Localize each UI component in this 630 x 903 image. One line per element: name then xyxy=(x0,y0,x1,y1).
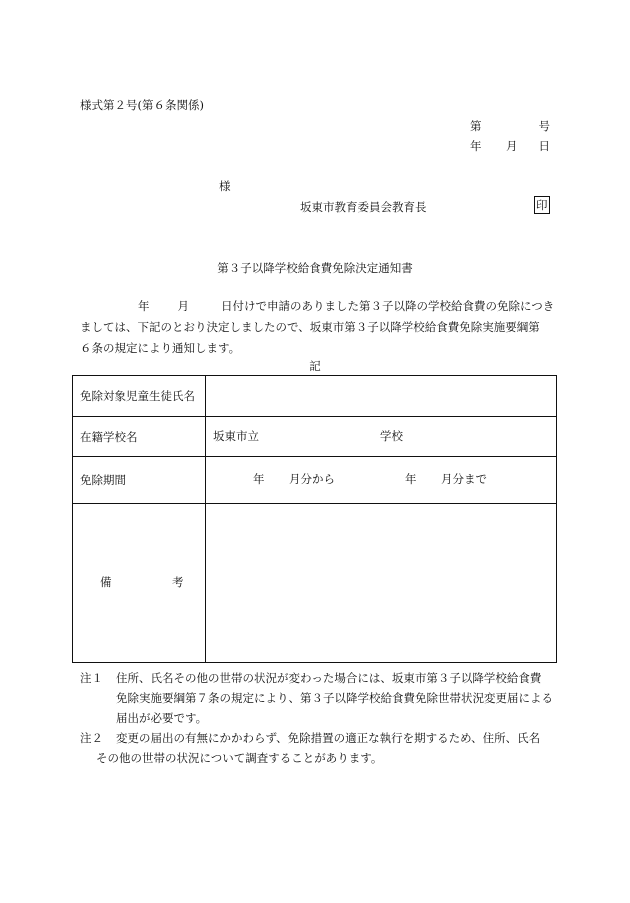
notice-body xyxy=(80,296,560,359)
form-number-label: 様式第２号(第６条関係) xyxy=(80,98,204,112)
body-line-3: ６条の規定により通知します。 xyxy=(80,341,241,355)
school-prefix: 坂東市立 xyxy=(213,428,259,443)
note-2 xyxy=(80,728,560,768)
note-1 xyxy=(80,668,560,728)
number-prefix: 第 xyxy=(470,119,482,133)
note-1-label: 注１ xyxy=(80,671,103,685)
remarks-label-1: 備 xyxy=(100,575,112,589)
body-month: 月 xyxy=(177,299,189,313)
exemption-period-value xyxy=(206,457,557,504)
recipient-suffix: 様 xyxy=(219,179,231,193)
note-2-line-2: その他の世帯の状況について調査することがあります。 xyxy=(96,751,383,765)
school-suffix: 学校 xyxy=(380,428,403,443)
school-name-label: 在籍学校名 xyxy=(73,417,206,457)
school-name-value xyxy=(206,417,557,457)
ki-heading: 記 xyxy=(309,359,321,373)
note-2-label: 注２ xyxy=(80,731,103,745)
period-end-year: 年 xyxy=(405,472,417,486)
date-year: 年 xyxy=(470,139,482,153)
table-row xyxy=(73,417,557,457)
student-name-value xyxy=(206,376,557,417)
details-table xyxy=(72,375,557,663)
document-title: 第３子以降学校給食費免除決定通知書 xyxy=(217,261,413,275)
period-start-month: 月分から xyxy=(289,472,335,486)
date-month: 月 xyxy=(506,139,518,153)
table-row xyxy=(73,504,557,663)
exemption-period-label: 免除期間 xyxy=(73,457,206,504)
remarks-label xyxy=(73,504,206,663)
table-row xyxy=(73,376,557,417)
body-line-2: ましては、下記のとおり決定しましたので、坂東市第３子以降学校給食費免除実施要綱第 xyxy=(80,320,540,334)
note-1-line-1: 住所、氏名その他の世帯の状況が変わった場合には、坂東市第３子以降学校給食費 xyxy=(116,671,542,685)
remarks-label-2: 考 xyxy=(172,575,184,589)
date-day: 日 xyxy=(538,139,550,153)
student-name-label: 免除対象児童生徒氏名 xyxy=(73,376,206,417)
notes-section xyxy=(80,668,560,768)
note-2-line-1: 変更の届出の有無にかかわらず、免除措置の適正な執行を期するため、住所、氏名 xyxy=(116,731,541,745)
table-row xyxy=(73,457,557,504)
note-1-line-3: 届出が必要です。 xyxy=(116,711,208,725)
body-line-1 xyxy=(80,296,560,317)
issuer-name: 坂東市教育委員会教育長 xyxy=(300,200,427,214)
note-1-line-2: 免除実施要綱第７条の規定により、第３子以降学校給食費免除世帯状況変更届による xyxy=(116,691,553,705)
seal-mark: 印 xyxy=(536,198,548,212)
body-line-1-text: 日付けで申請のありました第３子以降の学校給食費の免除につき xyxy=(221,299,555,313)
period-end-month: 月分まで xyxy=(441,472,487,486)
number-suffix: 号 xyxy=(538,119,550,133)
body-year: 年 xyxy=(138,299,150,313)
period-start-year: 年 xyxy=(253,472,265,486)
remarks-value xyxy=(206,504,557,663)
